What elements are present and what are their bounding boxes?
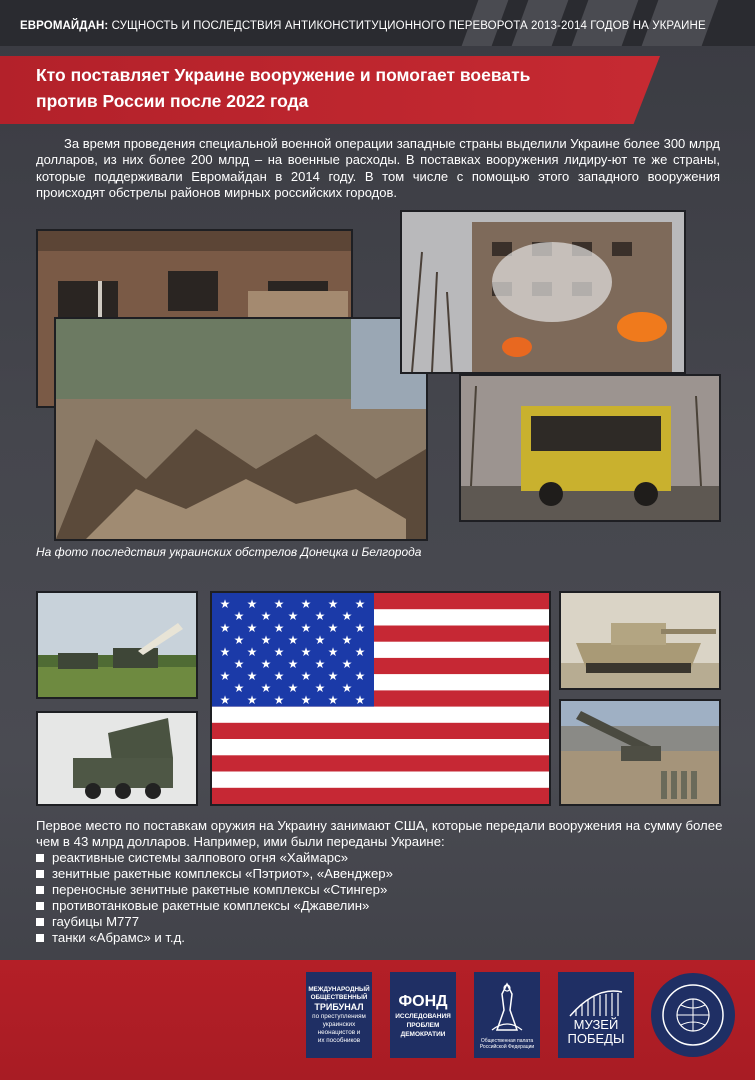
svg-text:★: ★ xyxy=(219,669,231,683)
svg-text:★: ★ xyxy=(327,693,339,707)
svg-text:★: ★ xyxy=(354,669,366,683)
svg-text:★: ★ xyxy=(273,645,285,659)
svg-text:★: ★ xyxy=(273,597,285,611)
photo-ruins xyxy=(54,317,428,541)
photo-caption: На фото последствия украинских обстрелов Донецка и Белгорода xyxy=(36,545,422,559)
list-item: танки «Абрамс» и т.д. xyxy=(36,930,726,946)
victory-museum-logo: МУЗЕЙ ПОБЕДЫ xyxy=(558,972,634,1058)
compatriots-fund-logo xyxy=(650,972,736,1058)
svg-text:★: ★ xyxy=(314,609,326,623)
svg-text:★: ★ xyxy=(341,657,353,671)
summary-paragraph: Первое место по поставкам оружия на Украину занимают США, которые передали вооружения на сумму более чем в 43 млрд долларов. Например, ими были переданы Украине: xyxy=(36,818,723,849)
svg-text:★: ★ xyxy=(354,645,366,659)
svg-text:★: ★ xyxy=(287,609,299,623)
bullet-square-icon xyxy=(36,886,44,894)
svg-text:★: ★ xyxy=(341,681,353,695)
svg-text:★: ★ xyxy=(354,597,366,611)
svg-text:★: ★ xyxy=(246,597,258,611)
svg-text:★: ★ xyxy=(300,693,312,707)
svg-text:★: ★ xyxy=(246,645,258,659)
svg-text:★: ★ xyxy=(233,657,245,671)
photo-patriot xyxy=(36,711,198,806)
bullet-square-icon xyxy=(36,918,44,926)
svg-text:★: ★ xyxy=(300,669,312,683)
svg-text:★: ★ xyxy=(260,633,272,647)
svg-text:★: ★ xyxy=(260,681,272,695)
bullet-square-icon xyxy=(36,934,44,942)
svg-text:★: ★ xyxy=(246,669,258,683)
svg-text:★: ★ xyxy=(341,609,353,623)
list-item: зенитные ракетные комплексы «Пэтриот», «Авенджер» xyxy=(36,866,726,882)
svg-text:★: ★ xyxy=(354,621,366,635)
svg-text:★: ★ xyxy=(341,633,353,647)
svg-text:★: ★ xyxy=(233,609,245,623)
svg-text:★: ★ xyxy=(219,621,231,635)
photo-m777-howitzer xyxy=(559,699,721,806)
fund-logo: ФОНД ИССЛЕДОВАНИЯ ПРОБЛЕМ ДЕМОКРАТИИ xyxy=(390,972,456,1058)
bullet-square-icon xyxy=(36,902,44,910)
photo-destroyed-bus xyxy=(459,374,721,522)
svg-text:★: ★ xyxy=(300,621,312,635)
museum-emblem-icon xyxy=(566,984,626,1018)
chamber-emblem-icon xyxy=(482,980,532,1038)
svg-text:★: ★ xyxy=(287,681,299,695)
svg-text:★: ★ xyxy=(354,693,366,707)
svg-text:★: ★ xyxy=(246,693,258,707)
svg-text:★: ★ xyxy=(300,645,312,659)
svg-text:★: ★ xyxy=(260,609,272,623)
svg-text:★: ★ xyxy=(233,633,245,647)
svg-text:★: ★ xyxy=(219,693,231,707)
svg-text:★: ★ xyxy=(273,621,285,635)
weapons-summary xyxy=(36,818,726,946)
svg-text:★: ★ xyxy=(327,621,339,635)
photo-himars xyxy=(36,591,198,699)
svg-text:★: ★ xyxy=(246,621,258,635)
svg-text:★: ★ xyxy=(273,669,285,683)
list-item: переносные зенитные ракетные комплексы «Стингер» xyxy=(36,882,726,898)
svg-text:★: ★ xyxy=(287,657,299,671)
photo-abrams-tank xyxy=(559,591,721,690)
intro-paragraph: За время проведения специальной военной операции западные страны выделили Украине более 300 млрд долларов, из них более 200 млрд – на военные расходы. В поставках вооружения лидиру-ют те же страны, которые поддерживали Евромайдан в 2014 году. В том числе с помощью этого западного вооружения происходят обстрелы районов мирных российских городов. xyxy=(36,136,720,200)
bullet-square-icon xyxy=(36,854,44,862)
svg-text:★: ★ xyxy=(260,657,272,671)
tribunal-logo: МЕЖДУНАРОДНЫЙ ОБЩЕСТВЕННЫЙ ТРИБУНАЛ по преступлениям украинских неонацистов и их пособников xyxy=(306,972,372,1058)
svg-text:★: ★ xyxy=(287,633,299,647)
svg-text:★: ★ xyxy=(314,681,326,695)
public-chamber-logo: Общественная палата Российской Федерации xyxy=(474,972,540,1058)
page-title: Кто поставляет Украине вооружение и помогает воевать против России после 2022 года xyxy=(36,65,531,111)
svg-text:★: ★ xyxy=(314,657,326,671)
svg-text:★: ★ xyxy=(300,597,312,611)
svg-text:★: ★ xyxy=(219,597,231,611)
svg-text:★: ★ xyxy=(219,645,231,659)
list-item: гаубицы М777 xyxy=(36,914,726,930)
footer-band xyxy=(0,960,755,1080)
photo-burning-building xyxy=(400,210,686,374)
svg-text:★: ★ xyxy=(327,669,339,683)
svg-text:★: ★ xyxy=(327,645,339,659)
list-item: реактивные системы залпового огня «Хаймарс» xyxy=(36,850,726,866)
series-title: ЕВРОМАЙДАН: СУЩНОСТЬ И ПОСЛЕДСТВИЯ АНТИКОНСТИТУЦИОННОГО ПЕРЕВОРОТА 2013-2014 ГОДОВ НА УКРАИНЕ xyxy=(20,20,706,32)
svg-text:★: ★ xyxy=(273,693,285,707)
top-banner xyxy=(0,0,755,46)
us-flag xyxy=(210,591,551,806)
list-item: противотанковые ракетные комплексы «Джавелин» xyxy=(36,898,726,914)
weapons-list xyxy=(36,850,726,946)
svg-text:★: ★ xyxy=(314,633,326,647)
bullet-square-icon xyxy=(36,870,44,878)
svg-text:★: ★ xyxy=(327,597,339,611)
svg-text:★: ★ xyxy=(233,681,245,695)
